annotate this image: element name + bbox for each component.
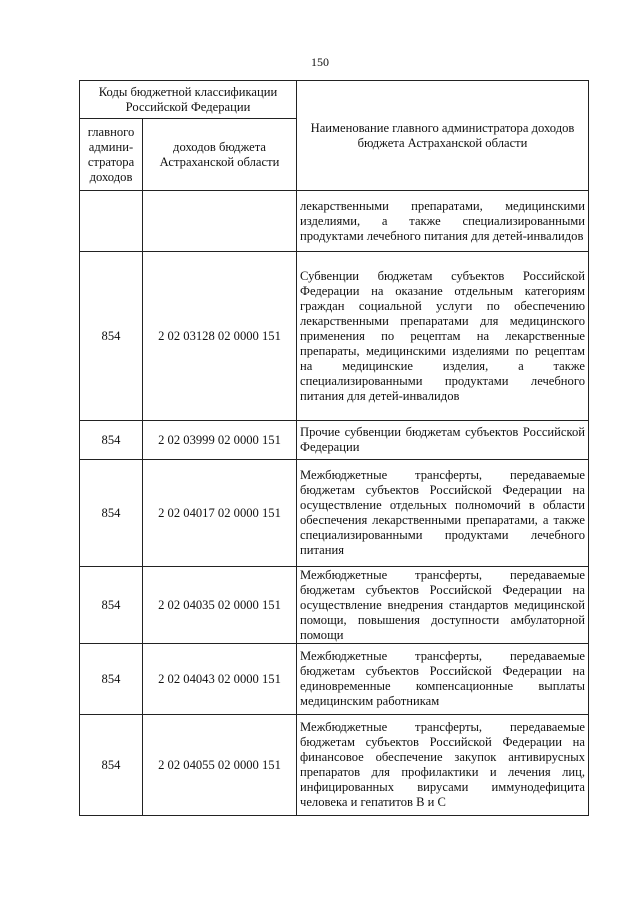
description-cell: лекарственными препаратами, медицинскими изделиями, а также специализированными продуктами лечебного питания для детей-инвалидов — [297, 191, 589, 252]
header-income-code: доходов бюджета Астраханской области — [143, 119, 297, 191]
table-row — [80, 460, 589, 567]
description-cell: Прочие субвенции бюджетам субъектов Российской Федерации — [297, 421, 589, 460]
description-cell: Межбюджетные трансферты, передаваемые бюджетам субъектов Российской Федерации на осуществление отдельных полномочий в области обеспечения лекарственными препаратами, а также специализированными продуктами лечебного питания — [297, 460, 589, 567]
description-cell: Межбюджетные трансферты, передаваемые бюджетам субъектов Российской Федерации на единовременные компенсационные выплаты медицинским работникам — [297, 644, 589, 715]
income-code-cell: 2 02 04017 02 0000 151 — [143, 460, 297, 567]
table-row — [80, 567, 589, 644]
admin-code-cell: 854 — [80, 252, 143, 421]
header-classification-codes: Коды бюджетной классификации Российской Федерации — [80, 81, 297, 119]
income-code-cell: 2 02 04055 02 0000 151 — [143, 715, 297, 816]
table-row — [80, 191, 589, 252]
admin-code-cell: 854 — [80, 421, 143, 460]
table-row — [80, 644, 589, 715]
admin-code-cell: 854 — [80, 644, 143, 715]
header-administrator-name: Наименование главного администратора доходов бюджета Астраханской области — [297, 81, 589, 191]
table-row — [80, 252, 589, 421]
table-row — [80, 715, 589, 816]
description-cell: Субвенции бюджетам субъектов Российской Федерации на оказание отдельным категориям граждан социальной услуги по обеспечению лекарственными препаратами для медицинского применения по рецептам на лекарственные препараты, медицинскими изделиями по рецептам на медицинские изделия, а также специализированными продуктами лечебного питания для детей-инвалидов — [297, 252, 589, 421]
income-code-cell: 2 02 04043 02 0000 151 — [143, 644, 297, 715]
income-code-cell — [143, 191, 297, 252]
income-code-cell: 2 02 04035 02 0000 151 — [143, 567, 297, 644]
income-code-cell: 2 02 03999 02 0000 151 — [143, 421, 297, 460]
income-code-cell: 2 02 03128 02 0000 151 — [143, 252, 297, 421]
description-cell: Межбюджетные трансферты, передаваемые бюджетам субъектов Российской Федерации на финансовое обеспечение закупок антивирусных препаратов для профилактики и лечения лиц, инфицированных вирусами иммунодефицита человека и гепатитов В и С — [297, 715, 589, 816]
admin-code-cell — [80, 191, 143, 252]
admin-code-cell: 854 — [80, 715, 143, 816]
description-cell: Межбюджетные трансферты, передаваемые бюджетам субъектов Российской Федерации на осуществление внедрения стандартов медицинской помощи, повышения доступности амбулаторной помощи — [297, 567, 589, 644]
admin-code-cell: 854 — [80, 460, 143, 567]
budget-codes-table — [79, 80, 589, 816]
page-number: 150 — [311, 55, 329, 69]
table-row — [80, 421, 589, 460]
header-main-administrator: главного админи-стратора доходов — [80, 119, 143, 191]
admin-code-cell: 854 — [80, 567, 143, 644]
